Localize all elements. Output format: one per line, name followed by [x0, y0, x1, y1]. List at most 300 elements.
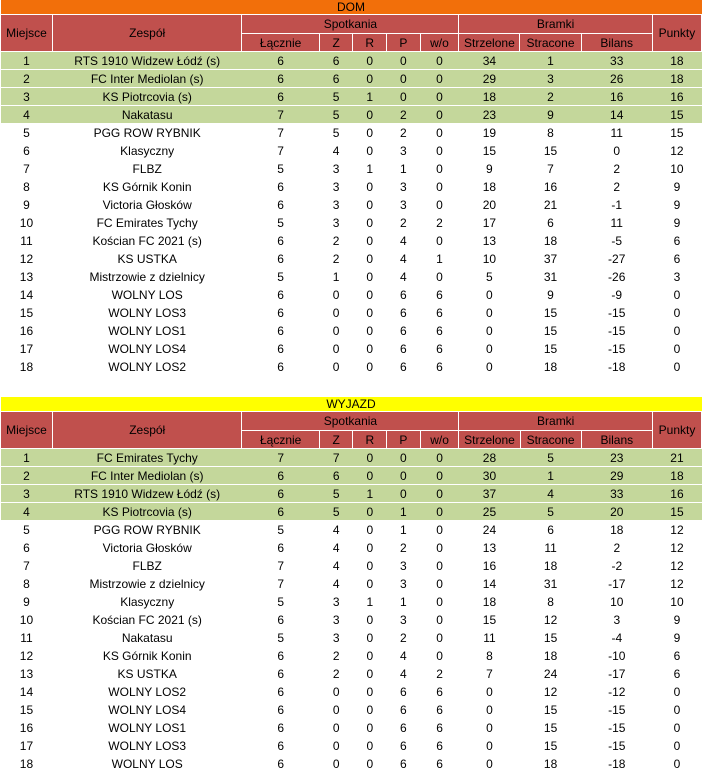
- table-row: [1, 629, 702, 647]
- cell-wins: 0: [332, 738, 340, 753]
- cell-goals-against: 18: [543, 756, 558, 771]
- cell-goal-diff: -10: [608, 648, 626, 663]
- cell-rank: 4: [1, 503, 53, 521]
- table-row: [1, 88, 702, 106]
- cell-wins: 0: [332, 341, 340, 356]
- cell-played: 6: [277, 540, 284, 555]
- cell-goal-diff: 11: [610, 125, 623, 140]
- cell-goals-for: 18: [459, 88, 520, 106]
- cell-rank: 16: [19, 720, 34, 735]
- cell-walkovers: 6: [436, 287, 443, 302]
- cell-walkovers: 6: [436, 341, 443, 356]
- cell-goals-against: 8: [547, 125, 554, 140]
- cell-goal-diff: -17: [608, 666, 626, 681]
- table-row: [1, 232, 702, 250]
- cell-walkovers: 0: [436, 648, 443, 663]
- cell-losses: 3: [400, 558, 407, 573]
- table-row: [1, 52, 702, 70]
- cell-walkovers: 6: [436, 323, 443, 338]
- cell-goals-against: 16: [543, 179, 558, 194]
- cell-points: 12: [670, 558, 684, 573]
- cell-wins: 2: [332, 233, 340, 248]
- cell-wins: 6: [319, 52, 353, 70]
- cell-goal-diff: -15: [608, 738, 626, 753]
- cell-team: KS Górnik Konin: [102, 179, 192, 194]
- cell-losses: 6: [400, 720, 407, 735]
- cell-wins: 7: [319, 449, 353, 467]
- cell-rank: 17: [19, 341, 34, 356]
- cell-rank: 9: [23, 197, 30, 212]
- cell-losses: 0: [387, 70, 421, 88]
- cell-draws: 0: [366, 233, 374, 248]
- cell-goal-diff: -15: [608, 720, 626, 735]
- cell-played: 6: [277, 702, 284, 717]
- cell-walkovers: 0: [436, 576, 443, 591]
- cell-draws: 0: [366, 143, 374, 158]
- cell-points: 18: [652, 52, 701, 70]
- cell-goal-diff: -15: [608, 323, 626, 338]
- cell-goals-for: 13: [482, 233, 497, 248]
- cell-draws: 0: [366, 215, 374, 230]
- cell-draws: 0: [366, 576, 374, 591]
- cell-losses: 0: [387, 88, 421, 106]
- cell-played: 6: [277, 323, 284, 338]
- cell-played: 5: [277, 269, 284, 284]
- cell-goals-against: 24: [543, 666, 558, 681]
- cell-losses: 3: [399, 197, 407, 212]
- table-row: [1, 250, 702, 268]
- cell-points: 0: [673, 720, 681, 735]
- cell-points: 21: [652, 449, 701, 467]
- cell-played: 6: [242, 70, 319, 88]
- cell-wins: 0: [332, 359, 340, 374]
- cell-goals-for: 0: [486, 756, 493, 771]
- cell-rank: 2: [1, 70, 53, 88]
- cell-goals-against: 37: [543, 251, 558, 266]
- cell-points: 3: [673, 269, 681, 284]
- cell-walkovers: 0: [436, 630, 443, 645]
- cell-wins: 6: [319, 467, 353, 485]
- cell-draws: 0: [353, 467, 387, 485]
- cell-rank: 3: [1, 88, 53, 106]
- cell-played: 6: [277, 197, 284, 212]
- cell-goals-against: 2: [520, 88, 581, 106]
- table-row: [1, 593, 702, 611]
- cell-team: Nakatasu: [52, 106, 241, 124]
- cell-losses: 6: [400, 702, 407, 717]
- table-body: [1, 449, 702, 773]
- cell-goal-diff: 20: [581, 503, 652, 521]
- cell-team: Victoria Głosków: [102, 540, 192, 555]
- cell-goals-against: 31: [543, 576, 558, 591]
- cell-points: 0: [673, 756, 681, 771]
- cell-losses: 6: [399, 341, 407, 356]
- cell-team: RTS 1910 Widzew Łódź (s): [52, 52, 241, 70]
- cell-goals-against: 11: [544, 540, 557, 555]
- cell-points: 15: [670, 125, 684, 140]
- cell-team: KS USTKA: [117, 251, 177, 266]
- cell-walkovers: 0: [420, 88, 459, 106]
- cell-goals-for: 37: [459, 485, 520, 503]
- cell-walkovers: 0: [420, 106, 459, 124]
- header-bilans: Bilans: [581, 34, 652, 52]
- cell-goal-diff: -17: [608, 576, 626, 591]
- cell-goals-against: 15: [543, 143, 558, 158]
- cell-rank: 5: [23, 125, 30, 140]
- cell-wins: 3: [332, 594, 340, 609]
- cell-goals-for: 0: [486, 684, 493, 699]
- cell-walkovers: 6: [436, 702, 443, 717]
- cell-draws: 0: [366, 666, 374, 681]
- cell-draws: 0: [366, 558, 374, 573]
- cell-points: 6: [673, 233, 681, 248]
- cell-goals-against: 1: [520, 52, 581, 70]
- cell-losses: 6: [399, 359, 407, 374]
- cell-team: FC Emirates Tychy: [52, 449, 242, 467]
- cell-goals-for: 0: [486, 738, 493, 753]
- cell-goals-for: 15: [482, 143, 497, 158]
- cell-team: KS Piotrcovia (s): [52, 503, 242, 521]
- cell-draws: 0: [366, 648, 374, 663]
- cell-wins: 5: [319, 485, 353, 503]
- cell-wins: 3: [332, 612, 340, 627]
- cell-goals-against: 21: [543, 197, 558, 212]
- cell-walkovers: 6: [436, 738, 443, 753]
- cell-goal-diff: -15: [608, 341, 626, 356]
- table-row: [1, 214, 702, 232]
- cell-goals-for: 0: [486, 341, 493, 356]
- cell-walkovers: 6: [436, 756, 443, 771]
- cell-draws: 0: [353, 70, 387, 88]
- cell-losses: 0: [387, 485, 421, 503]
- table-row: [1, 70, 702, 88]
- cell-losses: 1: [400, 522, 407, 537]
- cell-draws: 0: [353, 503, 387, 521]
- cell-walkovers: 0: [436, 522, 443, 537]
- cell-team: FC Emirates Tychy: [96, 215, 198, 230]
- cell-goal-diff: 11: [610, 215, 623, 230]
- header-r: R: [353, 34, 387, 52]
- cell-draws: 0: [366, 179, 374, 194]
- cell-points: 9: [673, 215, 681, 230]
- cell-draws: 0: [366, 359, 374, 374]
- cell-goals-for: 11: [483, 630, 496, 645]
- cell-goals-for: 0: [486, 720, 493, 735]
- cell-goals-against: 5: [520, 449, 581, 467]
- cell-draws: 0: [366, 756, 374, 771]
- cell-goal-diff: 14: [581, 106, 652, 124]
- cell-draws: 0: [366, 720, 374, 735]
- table-row: [1, 557, 702, 575]
- cell-rank: 11: [20, 233, 33, 248]
- table-row: [1, 665, 702, 683]
- cell-played: 5: [277, 522, 284, 537]
- cell-wins: 2: [332, 666, 340, 681]
- cell-walkovers: 0: [420, 467, 459, 485]
- header-zespol: Zespół: [52, 412, 242, 449]
- cell-played: 6: [242, 485, 319, 503]
- cell-points: 18: [652, 70, 701, 88]
- cell-walkovers: 0: [436, 197, 443, 212]
- cell-wins: 3: [332, 197, 340, 212]
- cell-team: KS USTKA: [117, 666, 177, 681]
- cell-goal-diff: 18: [610, 522, 624, 537]
- cell-losses: 0: [387, 449, 421, 467]
- cell-draws: 0: [366, 702, 374, 717]
- cell-played: 6: [242, 467, 319, 485]
- cell-wins: 4: [332, 143, 340, 158]
- cell-losses: 1: [400, 594, 407, 609]
- cell-goal-diff: -18: [608, 756, 626, 771]
- cell-wins: 0: [332, 305, 340, 320]
- cell-goal-diff: -9: [611, 287, 623, 302]
- cell-walkovers: 0: [436, 143, 443, 158]
- cell-rank: 2: [1, 467, 53, 485]
- cell-points: 12: [670, 576, 684, 591]
- cell-losses: 0: [387, 467, 421, 485]
- cell-goals-against: 18: [543, 558, 558, 573]
- cell-played: 6: [242, 88, 319, 106]
- cell-goals-for: 0: [486, 323, 493, 338]
- cell-goal-diff: 29: [581, 467, 652, 485]
- cell-goals-against: 15: [543, 341, 558, 356]
- cell-goals-against: 4: [520, 485, 581, 503]
- cell-wins: 4: [332, 558, 340, 573]
- cell-draws: 0: [366, 125, 374, 140]
- cell-points: 6: [673, 648, 681, 663]
- cell-draws: 0: [366, 287, 374, 302]
- cell-played: 6: [277, 684, 284, 699]
- cell-walkovers: 0: [436, 594, 443, 609]
- cell-wins: 5: [319, 106, 353, 124]
- cell-goal-diff: 3: [613, 612, 621, 627]
- cell-team: WOLNY LOS3: [108, 738, 187, 753]
- table-row: [1, 304, 702, 322]
- cell-points: 9: [673, 630, 681, 645]
- cell-goal-diff: 2: [613, 179, 621, 194]
- table-row: [1, 106, 702, 124]
- table-row: [1, 521, 702, 539]
- cell-team: WOLNY LOS: [111, 756, 183, 771]
- cell-goals-against: 8: [547, 594, 554, 609]
- cell-points: 10: [670, 161, 684, 176]
- cell-wins: 4: [332, 522, 340, 537]
- cell-goals-for: 13: [482, 540, 497, 555]
- cell-team: Kościan FC 2021 (s): [92, 233, 202, 248]
- cell-team: KS Piotrcovia (s): [52, 88, 241, 106]
- cell-rank: 1: [1, 449, 53, 467]
- cell-goals-for: 18: [482, 594, 497, 609]
- cell-goals-for: 24: [482, 522, 497, 537]
- cell-walkovers: 0: [420, 503, 459, 521]
- cell-played: 6: [277, 179, 284, 194]
- header-stracone: Stracone: [520, 431, 581, 449]
- table-title: DOM: [1, 0, 702, 15]
- cell-points: 6: [673, 666, 681, 681]
- cell-goal-diff: 10: [610, 594, 624, 609]
- cell-goal-diff: -15: [608, 702, 626, 717]
- cell-team: PGG ROW RYBNIK: [93, 522, 201, 537]
- cell-played: 6: [277, 305, 284, 320]
- table-row: [1, 142, 702, 160]
- cell-rank: 15: [19, 702, 34, 717]
- cell-goal-diff: 33: [581, 52, 652, 70]
- cell-goal-diff: -4: [611, 630, 623, 645]
- cell-team: WOLNY LOS4: [108, 702, 187, 717]
- cell-team: WOLNY LOS2: [108, 359, 187, 374]
- table-row: [1, 196, 702, 214]
- cell-goals-for: 16: [482, 558, 497, 573]
- cell-points: 0: [673, 738, 681, 753]
- cell-team: Victoria Głosków: [102, 197, 192, 212]
- table-body: [1, 52, 702, 376]
- cell-rank: 6: [23, 540, 30, 555]
- cell-team: FC Inter Mediolan (s): [52, 467, 242, 485]
- cell-goal-diff: -27: [608, 251, 626, 266]
- cell-points: 12: [670, 522, 684, 537]
- cell-draws: 0: [366, 738, 374, 753]
- cell-walkovers: 0: [420, 449, 459, 467]
- cell-goal-diff: -15: [608, 305, 626, 320]
- cell-draws: 0: [366, 305, 374, 320]
- cell-team: FLBZ: [132, 161, 162, 176]
- cell-draws: 0: [366, 630, 374, 645]
- cell-rank: 15: [19, 305, 34, 320]
- cell-played: 7: [277, 143, 284, 158]
- cell-losses: 2: [387, 106, 421, 124]
- cell-losses: 2: [399, 215, 407, 230]
- cell-losses: 4: [400, 666, 407, 681]
- cell-points: 18: [652, 467, 701, 485]
- cell-played: 6: [277, 720, 284, 735]
- header-lacznie: Łącznie: [242, 431, 319, 449]
- cell-goal-diff: 26: [581, 70, 652, 88]
- table-row: [1, 178, 702, 196]
- cell-wins: 0: [332, 323, 340, 338]
- cell-played: 7: [242, 106, 319, 124]
- cell-played: 6: [277, 233, 284, 248]
- header-stracone: Stracone: [520, 34, 581, 52]
- cell-losses: 6: [399, 287, 407, 302]
- cell-played: 6: [277, 287, 284, 302]
- table-row: [1, 449, 702, 467]
- table-row: [1, 683, 702, 701]
- cell-walkovers: 2: [436, 215, 443, 230]
- cell-goals-against: 15: [543, 630, 558, 645]
- cell-team: PGG ROW RYBNIK: [93, 125, 201, 140]
- cell-goals-against: 9: [520, 106, 581, 124]
- cell-points: 15: [652, 503, 701, 521]
- cell-goal-diff: -12: [608, 684, 626, 699]
- cell-points: 9: [673, 197, 681, 212]
- cell-draws: 0: [366, 341, 374, 356]
- cell-goals-for: 19: [482, 125, 497, 140]
- cell-wins: 0: [332, 756, 340, 771]
- cell-rank: 6: [23, 143, 30, 158]
- cell-goal-diff: -18: [608, 359, 626, 374]
- cell-team: WOLNY LOS: [111, 287, 183, 302]
- table-row: [1, 503, 702, 521]
- cell-losses: 2: [400, 540, 407, 555]
- cell-points: 0: [673, 359, 681, 374]
- cell-draws: 0: [366, 522, 374, 537]
- header-p: P: [387, 431, 421, 449]
- cell-wins: 3: [332, 161, 340, 176]
- cell-walkovers: 0: [436, 269, 443, 284]
- cell-wins: 1: [332, 269, 340, 284]
- cell-points: 12: [670, 540, 684, 555]
- cell-goals-for: 10: [482, 251, 497, 266]
- cell-losses: 3: [399, 143, 407, 158]
- cell-team: WOLNY LOS4: [108, 341, 187, 356]
- cell-rank: 3: [1, 485, 53, 503]
- cell-draws: 0: [353, 106, 387, 124]
- cell-walkovers: 0: [436, 558, 443, 573]
- cell-goals-against: 18: [543, 233, 558, 248]
- cell-points: 0: [673, 305, 681, 320]
- cell-goals-for: 8: [486, 648, 493, 663]
- cell-team: Klasyczny: [120, 594, 175, 609]
- cell-walkovers: 2: [436, 666, 443, 681]
- cell-goal-diff: 33: [581, 485, 652, 503]
- cell-team: KS Górnik Konin: [102, 648, 192, 663]
- cell-played: 7: [277, 125, 284, 140]
- cell-goal-diff: -26: [608, 269, 626, 284]
- cell-walkovers: 0: [436, 161, 443, 176]
- cell-team: Mistrzowie z dzielnicy: [89, 269, 205, 284]
- cell-goals-against: 18: [543, 648, 558, 663]
- cell-rank: 18: [19, 756, 34, 771]
- table-row: [1, 647, 702, 665]
- table-row: [1, 322, 702, 340]
- cell-goals-for: 28: [459, 449, 520, 467]
- cell-rank: 8: [23, 179, 30, 194]
- cell-wins: 0: [332, 287, 340, 302]
- header-bramki: Bramki: [459, 412, 653, 431]
- cell-goals-for: 34: [459, 52, 520, 70]
- table-row: [1, 719, 702, 737]
- cell-team: RTS 1910 Widzew Łódź (s): [52, 485, 242, 503]
- cell-goals-for: 29: [459, 70, 520, 88]
- cell-draws: 0: [366, 197, 374, 212]
- cell-goals-for: 0: [486, 702, 493, 717]
- cell-goals-for: 17: [482, 215, 497, 230]
- cell-walkovers: 6: [436, 684, 443, 699]
- cell-goals-against: 18: [543, 359, 558, 374]
- header-lacznie: Łącznie: [242, 34, 319, 52]
- cell-played: 6: [277, 666, 284, 681]
- cell-draws: 0: [366, 269, 374, 284]
- cell-wins: 2: [332, 648, 340, 663]
- cell-wins: 0: [332, 720, 340, 735]
- header-strzelone: Strzelone: [459, 34, 520, 52]
- cell-wins: 0: [332, 684, 340, 699]
- cell-points: 0: [673, 341, 681, 356]
- cell-goals-against: 5: [520, 503, 581, 521]
- cell-draws: 0: [353, 52, 387, 70]
- table-row: [1, 467, 702, 485]
- cell-played: 6: [277, 756, 284, 771]
- table-row: [1, 160, 702, 178]
- cell-played: 6: [242, 503, 319, 521]
- table-row: [1, 755, 702, 773]
- cell-goals-against: 1: [520, 467, 581, 485]
- cell-goals-for: 0: [486, 287, 493, 302]
- cell-goal-diff: 2: [613, 161, 621, 176]
- cell-rank: 1: [1, 52, 53, 70]
- header-miejsce: Miejsce: [1, 15, 53, 52]
- header-wo: w/o: [420, 34, 459, 52]
